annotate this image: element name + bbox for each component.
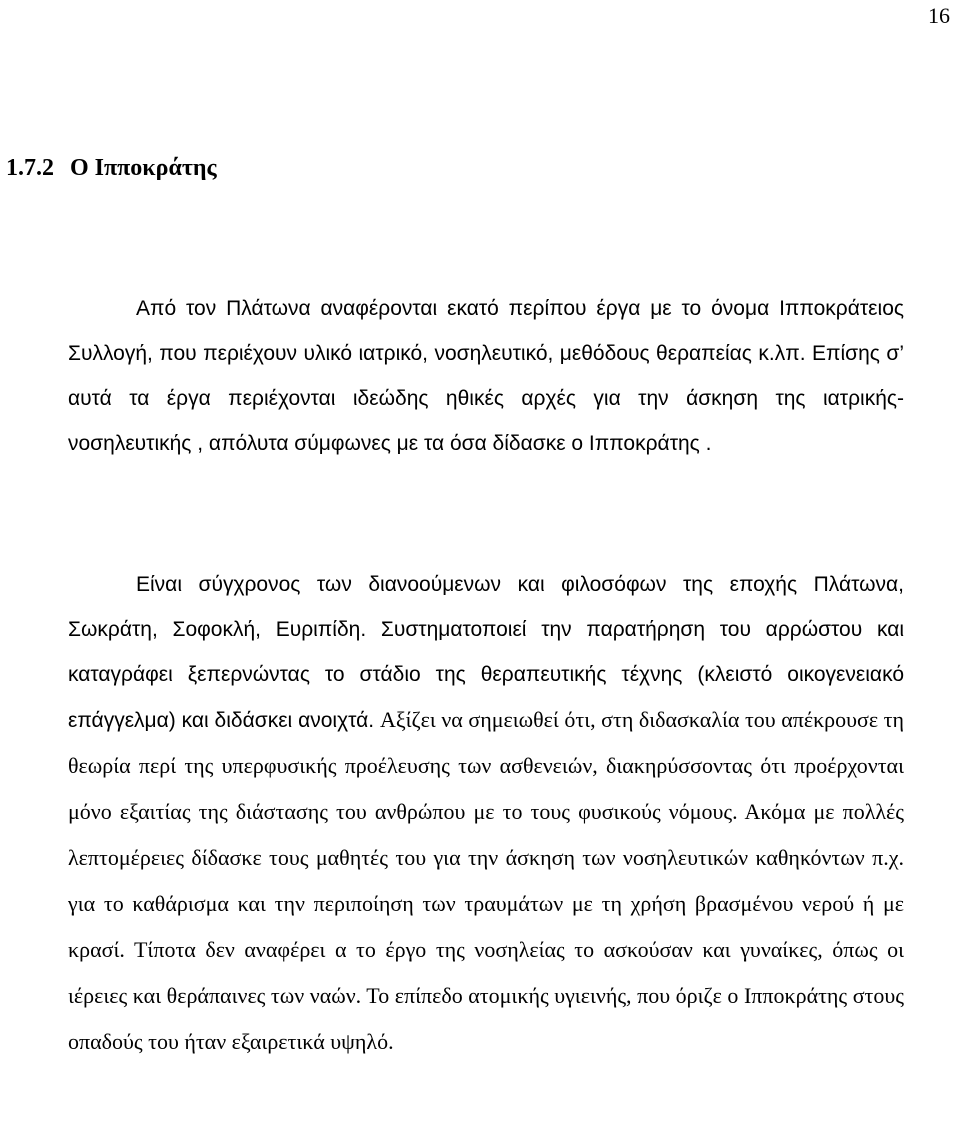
paragraph-1: Από τον Πλάτωνα αναφέρονται εκατό περίπου έργα με το όνομα Ιπποκράτειος Συλλογή, που περιέχουν υλικό ιατρικό, νοσηλευτικό, μεθόδους θεραπείας κ.λπ. Επίσης σ’ αυτά τα έργα περιέχονται ιδεώδης ηθικές αρχές για την άσκηση της ιατρικής- νοσηλευτικής , απόλυτα σύμφωνες με τα όσα δίδασκε ο Ιπποκράτης . bbox=[68, 297, 904, 455]
section-number: 1.7.2 bbox=[6, 155, 54, 181]
paragraph-2-sans-run: Είναι σύγχρονος των διανοούμενων και φιλοσόφων της εποχής Πλάτωνα, Σωκράτη, Σοφοκλή, Ευριπίδη. Συστηματοποιεί την παρατήρηση του αρρώστου και καταγράφει ξεπερνώντας το στάδιο της θεραπευτικής τέχνης (κλειστό οικογενειακό επάγγελμα) και διδάσκει ανοιχτά. bbox=[68, 573, 904, 732]
section-heading bbox=[6, 148, 217, 188]
page-number: 16 bbox=[928, 3, 950, 28]
paragraph-2-serif-run: Αξίζει να σημειωθεί ότι, στη διδασκαλία του απέκρουσε τη θεωρία περί της υπερφυσικής προέλευσης των ασθενειών, διακηρύσσοντας ότι προέρχονται μόνο εξαιτίας της διάστασης του ανθρώπου με το τους φυσικούς νόμους. Ακόμα με πολλές λεπτομέρειες δίδασκε τους μαθητές του για την άσκηση των νοσηλευτικών καθηκόντων π.χ. για το καθάρισμα και την περιποίηση των τραυμάτων με τη χρήση βρασμένου νερού ή με κρασί. Τίποτα δεν αναφέρει α το έργο της νοσηλείας το ασκούσαν και γυναίκες, όπως οι ιέρειες και θεράπαινες των ναών. Το επίπεδο ατομικής υγιεινής, που όριζε ο Ιπποκράτης στους οπαδούς του ήταν εξαιρετικά υψηλό. bbox=[68, 707, 905, 1054]
paragraph-2 bbox=[68, 562, 904, 1065]
section-title: Ο Ιπποκράτης bbox=[70, 155, 217, 181]
